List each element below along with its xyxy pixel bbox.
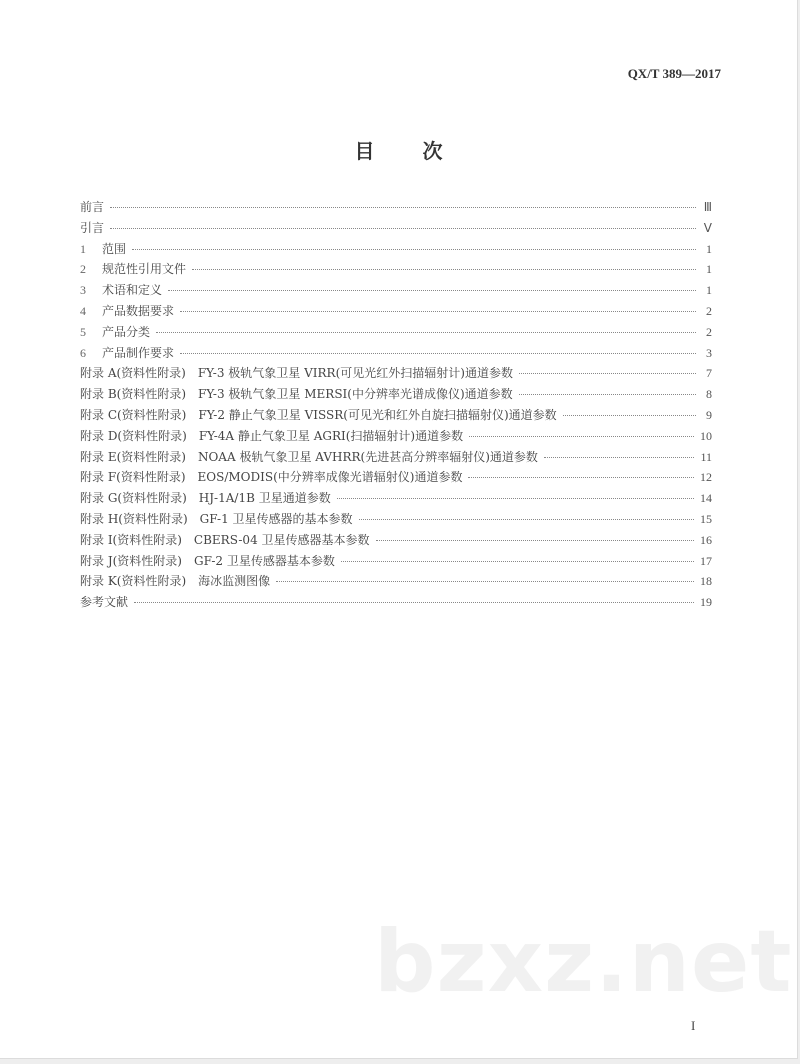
toc-leader-dots <box>544 457 695 458</box>
toc-entry-appendix-prefix: 附录 F(资料性附录) <box>80 470 186 485</box>
toc-entry[interactable] <box>80 344 712 365</box>
toc-entry-appendix-prefix: 附录 H(资料性附录) <box>80 511 188 526</box>
toc-entry-label: 产品数据要求 <box>102 303 175 318</box>
toc-entry-page: 17 <box>700 553 712 568</box>
toc-leader-dots <box>168 290 696 291</box>
toc-entry-appendix-prefix: 附录 A(资料性附录) <box>80 366 186 381</box>
toc-entry-number: 2 <box>80 262 86 277</box>
toc-entry-number: 5 <box>80 324 86 339</box>
toc-entry[interactable] <box>80 531 712 552</box>
toc-entry-label: FY-2 静止气象卫星 VISSR(可见光和红外自旋扫描辐射仪)通道参数 <box>198 407 557 422</box>
toc-entry-appendix-prefix: 附录 D(资料性附录) <box>80 428 187 443</box>
toc-entry-page: 2 <box>706 324 712 339</box>
toc-entry[interactable] <box>80 572 712 593</box>
toc-entry[interactable] <box>80 448 712 469</box>
toc-entry-page: Ⅲ <box>703 200 712 214</box>
toc-entry[interactable] <box>80 198 712 219</box>
toc-entry-label: 规范性引用文件 <box>102 262 187 277</box>
toc-entry[interactable] <box>80 281 712 302</box>
toc-entry-label: HJ-1A/1B 卫星通道参数 <box>198 491 331 506</box>
toc-leader-dots <box>110 207 696 208</box>
toc-entry[interactable] <box>80 510 712 531</box>
toc-leader-dots <box>469 436 694 437</box>
toc-leader-dots <box>468 477 694 478</box>
toc-leader-dots <box>180 353 696 354</box>
toc-entry-page: 1 <box>706 241 712 256</box>
toc-entry-appendix-prefix: 附录 G(资料性附录) <box>80 491 187 506</box>
toc-entry[interactable] <box>80 219 712 240</box>
toc-entry-label: 范围 <box>102 241 127 256</box>
toc-entry-page: 19 <box>700 595 712 610</box>
toc-entry-label: 产品制作要求 <box>102 345 175 360</box>
toc-entry[interactable] <box>80 323 712 344</box>
toc-entry-number: 1 <box>80 241 86 256</box>
toc-leader-dots <box>110 228 696 229</box>
toc-entry-number: 6 <box>80 345 86 360</box>
toc-entry-page: 15 <box>700 511 712 526</box>
toc-entry-page: 1 <box>706 283 712 298</box>
toc-leader-dots <box>376 540 694 541</box>
toc-leader-dots <box>192 269 696 270</box>
toc-entry-appendix-prefix: 附录 K(资料性附录) <box>80 574 187 589</box>
toc-leader-dots <box>519 394 696 395</box>
toc-entry-page: 1 <box>706 262 712 277</box>
toc-entry-page: 11 <box>700 449 712 464</box>
toc-entry-label: 引言 <box>80 220 105 235</box>
toc-leader-dots <box>134 602 694 603</box>
toc-leader-dots <box>156 332 696 333</box>
toc-entry[interactable] <box>80 406 712 427</box>
toc-entry[interactable] <box>80 552 712 573</box>
toc-leader-dots <box>359 519 694 520</box>
toc-entry-label: NOAA 极轨气象卫星 AVHRR(先进甚高分辨率辐射仪)通道参数 <box>197 449 538 464</box>
toc-entry-label: 参考文献 <box>80 595 129 610</box>
watermark: bzxz.net <box>374 912 793 1012</box>
toc-entry-page: 10 <box>700 428 712 443</box>
standard-code: QX/T 389—2017 <box>627 66 721 81</box>
page-title: 目次 <box>354 139 491 163</box>
toc-entry-page: 16 <box>700 532 712 547</box>
toc-entry-page: 12 <box>700 470 712 485</box>
toc-entry-page: 14 <box>700 491 712 506</box>
toc-entry-page: Ⅴ <box>703 220 712 235</box>
toc-entry-appendix-prefix: 附录 C(资料性附录) <box>80 407 187 422</box>
toc-leader-dots <box>519 373 696 374</box>
toc-entry-number: 3 <box>80 283 86 298</box>
toc-entry-label: 前言 <box>80 200 105 214</box>
toc-entry-page: 3 <box>706 345 712 360</box>
toc-entry-appendix-prefix: 附录 J(资料性附录) <box>80 553 182 568</box>
table-of-contents <box>80 198 712 614</box>
toc-entry[interactable] <box>80 489 712 510</box>
toc-entry[interactable] <box>80 385 712 406</box>
toc-leader-dots <box>180 311 696 312</box>
toc-entry-appendix-prefix: 附录 I(资料性附录) <box>80 532 182 547</box>
toc-entry-page: 9 <box>706 407 712 422</box>
toc-entry-label: 产品分类 <box>102 324 151 339</box>
toc-entry-label: GF-2 卫星传感器基本参数 <box>194 553 335 568</box>
toc-leader-dots <box>563 415 696 416</box>
toc-entry[interactable] <box>80 593 712 614</box>
toc-entry-page: 7 <box>706 366 712 381</box>
toc-entry[interactable] <box>80 260 712 281</box>
toc-entry-label: 海冰监测图像 <box>198 574 271 589</box>
toc-entry-label: FY-3 极轨气象卫星 VIRR(可见光红外扫描辐射计)通道参数 <box>197 366 513 381</box>
toc-entry[interactable] <box>80 240 712 261</box>
toc-entry[interactable] <box>80 364 712 385</box>
toc-entry-label: CBERS-04 卫星传感器基本参数 <box>193 532 370 547</box>
toc-leader-dots <box>276 581 694 582</box>
toc-entry-label: EOS/MODIS(中分辨率成像光谱辐射仪)通道参数 <box>197 470 463 485</box>
page-number: I <box>691 1018 696 1033</box>
toc-entry-page: 2 <box>706 303 712 318</box>
toc-entry-label: GF-1 卫星传感器的基本参数 <box>199 511 353 526</box>
toc-entry[interactable] <box>80 427 712 448</box>
toc-entry-page: 8 <box>706 387 712 402</box>
toc-entry-page: 18 <box>700 574 712 589</box>
toc-leader-dots <box>132 249 696 250</box>
toc-entry-label: 术语和定义 <box>102 283 163 298</box>
toc-entry[interactable] <box>80 468 712 489</box>
toc-entry-label: FY-4A 静止气象卫星 AGRI(扫描辐射计)通道参数 <box>198 428 464 443</box>
toc-entry-appendix-prefix: 附录 E(资料性附录) <box>80 449 186 464</box>
toc-entry-appendix-prefix: 附录 B(资料性附录) <box>80 387 186 402</box>
toc-entry-label: FY-3 极轨气象卫星 MERSI(中分辨率光谱成像仪)通道参数 <box>198 387 513 402</box>
toc-leader-dots <box>341 561 694 562</box>
toc-leader-dots <box>337 498 694 499</box>
toc-entry[interactable] <box>80 302 712 323</box>
toc-entry-number: 4 <box>80 303 86 318</box>
